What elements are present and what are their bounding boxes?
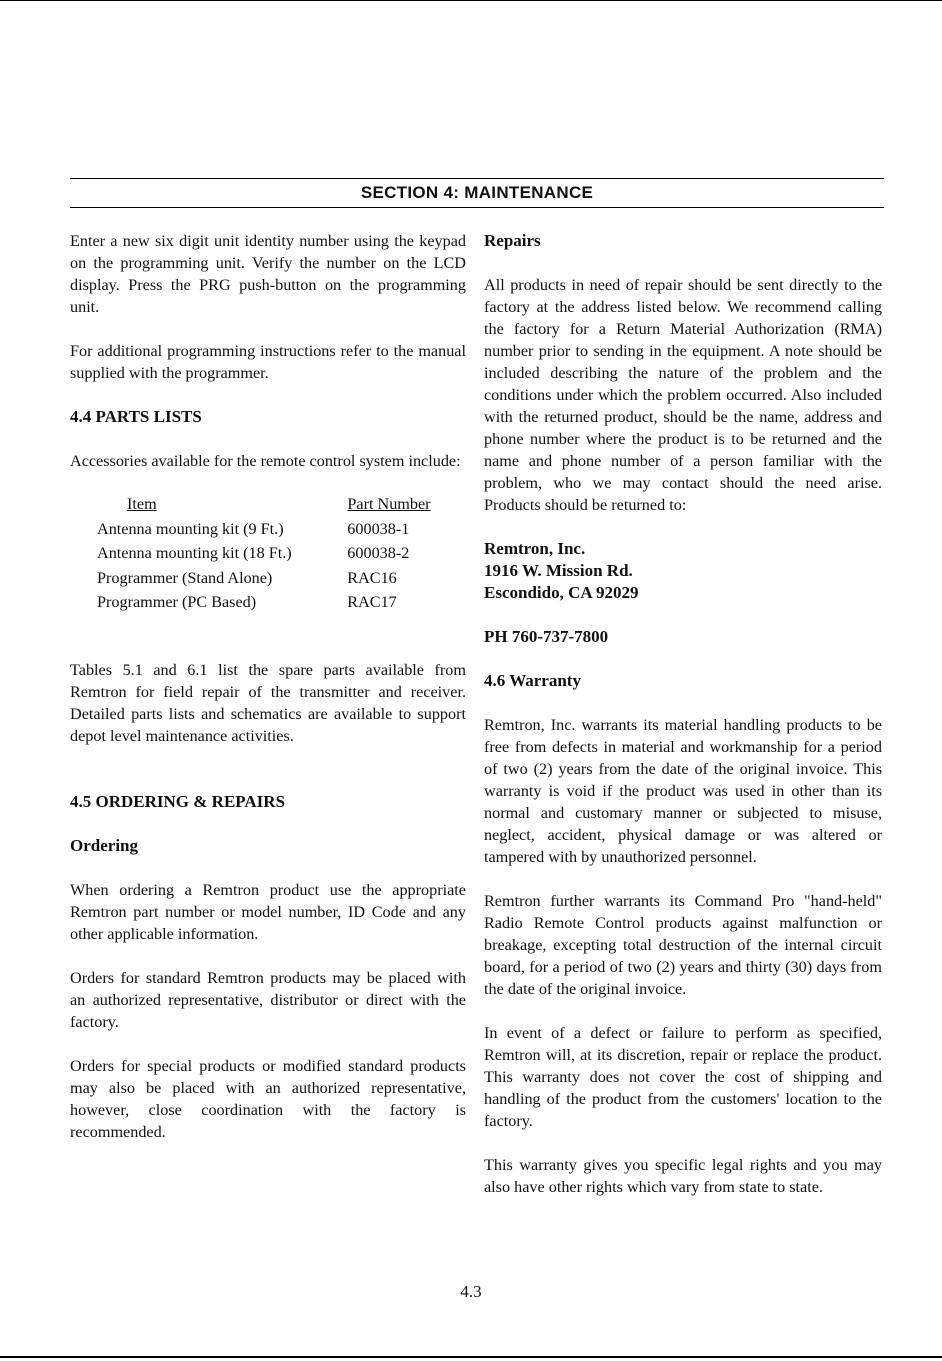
part-number: 600038-2 xyxy=(347,544,410,563)
repairs-paragraph: All products in need of repair should be sent directly to the factory at the address listed below. We recommend calling the factory for a Return Material Authorization (RMA) number prior to sending in the equipment. A note should be included describing the nature of the problem and the conditions under which the problem occurred. Also included with the returned product, should be the name, address and phone number where the product is to be returned and the name and phone number of a person familiar with the problem, who we may contact should the need arise. Products should be returned to: xyxy=(484,276,882,514)
programming-paragraph: Enter a new six digit unit identity number using the keypad on the programming unit. Verify the number on the LCD display. Press the PRG push-button on the programming unit. xyxy=(70,232,466,316)
warranty-paragraph-2: Remtron further warrants its Command Pro "hand-held" Radio Remote Control products against malfunction or breakage, excepting total destruction of the internal circuit board, for a period of two (2) years and thirty (30) days from the date of the original invoice. xyxy=(484,892,882,998)
table-row xyxy=(97,517,466,542)
factory-address xyxy=(484,538,882,648)
section-rule-bottom xyxy=(70,207,884,208)
address-phone: PH 760-737-7800 xyxy=(484,627,609,646)
table-row xyxy=(97,566,466,591)
warranty-paragraph-3: In event of a defect or failure to perform as specified, Remtron will, at its discretion, repair or replace the product. This warranty does not cover the cost of shipping and handling of the product from the customers' location to the factory. xyxy=(484,1024,882,1130)
page-top-border xyxy=(0,0,942,1)
column-header-item: Item xyxy=(127,495,157,514)
address-city: Escondido, CA 92029 xyxy=(484,583,639,602)
section-rule-top xyxy=(70,178,884,179)
section-title: SECTION 4: MAINTENANCE xyxy=(360,183,594,202)
part-number: 600038-1 xyxy=(347,519,410,538)
ordering-subheading: Ordering xyxy=(70,835,138,855)
right-column xyxy=(484,230,882,1198)
parts-table-header xyxy=(97,492,466,517)
ordering-repairs-heading: 4.5 ORDERING & REPAIRS xyxy=(70,791,286,811)
page-number: 4.3 xyxy=(460,1282,482,1301)
parts-lists-heading: 4.4 PARTS LISTS xyxy=(70,407,202,426)
left-column xyxy=(70,230,466,1143)
table-row xyxy=(97,541,466,566)
part-number: RAC16 xyxy=(347,568,397,587)
accessories-paragraph: Accessories available for the remote control system include: xyxy=(70,452,461,470)
part-item: Antenna mounting kit (9 Ft.) xyxy=(97,519,284,538)
warranty-paragraph-4: This warranty gives you specific legal rights and you may also have other rights which vary from state to state. xyxy=(484,1156,882,1196)
programming-instructions-paragraph: For additional programming instructions refer to the manual supplied with the programmer. xyxy=(70,342,466,382)
repairs-subheading: Repairs xyxy=(484,231,541,250)
spare-parts-paragraph: Tables 5.1 and 6.1 list the spare parts available from Remtron for field repair of the transmitter and receiver. Detailed parts lists and schematics are available to support depot level maintenance activities. xyxy=(70,660,466,745)
ordering-paragraph-3: Orders for special products or modified standard products may also be placed with an authorized representative, however, close coordination with the factory is recommended. xyxy=(70,1056,466,1141)
part-item: Antenna mounting kit (18 Ft.) xyxy=(97,544,292,563)
part-item: Programmer (Stand Alone) xyxy=(97,568,273,587)
column-header-part-number: Part Number xyxy=(347,495,431,514)
ordering-paragraph-2: Orders for standard Remtron products may be placed with an authorized representative, distributor or direct with the factory. xyxy=(70,968,466,1031)
warranty-paragraph-1: Remtron, Inc. warrants its material handling products to be free from defects in material and workmanship for a period of two (2) years from the date of the original invoice. This warranty is void if the product was used in other than its normal and customary manner or subjected to misuse, neglect, accident, physical damage or was altered or tampered with by unauthorized personnel. xyxy=(484,716,882,866)
ordering-paragraph-1: When ordering a Remtron product use the appropriate Remtron part number or model number, ID Code and any other applicable information. xyxy=(70,880,466,943)
parts-table xyxy=(97,492,466,615)
part-number: RAC17 xyxy=(347,593,397,612)
part-item: Programmer (PC Based) xyxy=(97,593,257,612)
page-bottom-border xyxy=(0,1356,942,1358)
warranty-heading: 4.6 Warranty xyxy=(484,671,581,690)
address-street: 1916 W. Mission Rd. xyxy=(484,561,633,580)
address-company: Remtron, Inc. xyxy=(484,539,586,558)
table-row xyxy=(97,590,466,615)
